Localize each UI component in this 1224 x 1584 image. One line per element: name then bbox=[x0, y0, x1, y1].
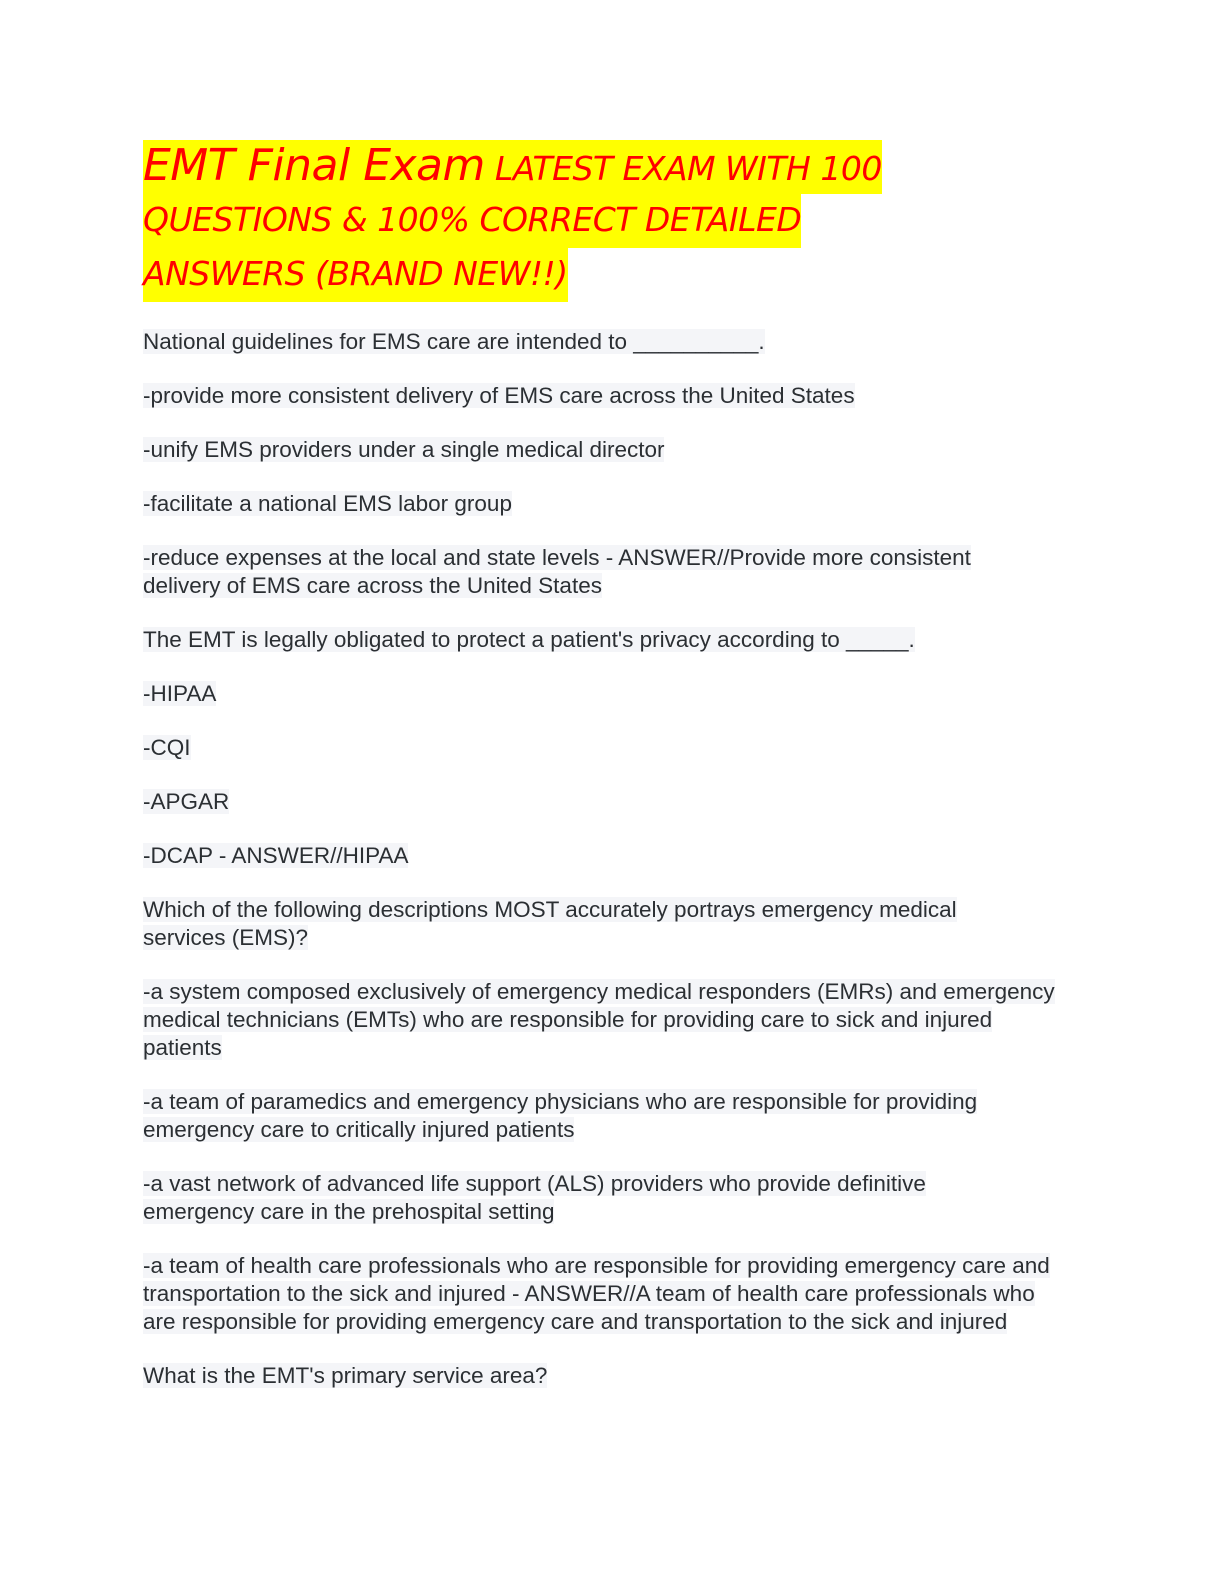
option: -facilitate a national EMS labor group bbox=[143, 491, 512, 516]
title-line-1 bbox=[143, 140, 882, 194]
option: -unify EMS providers under a single medical director bbox=[143, 437, 665, 462]
question-4: What is the EMT's primary service area? bbox=[143, 1363, 548, 1388]
question-2: The EMT is legally obligated to protect a patient's privacy according to _____. bbox=[143, 627, 915, 652]
option-with-answer: -reduce expenses at the local and state levels - ANSWER//Provide more consistent delivery of EMS care across the United States bbox=[143, 545, 971, 598]
document-title bbox=[143, 140, 943, 302]
title-line-1-rest: LATEST EXAM WITH 100 bbox=[484, 149, 882, 188]
option: -CQI bbox=[143, 735, 191, 760]
title-exam-name: EMT Final Exam bbox=[143, 140, 485, 191]
title-line-3: ANSWERS (BRAND NEW!!) bbox=[143, 248, 568, 302]
question-3: Which of the following descriptions MOST accurately portrays emergency medical services (EMS)? bbox=[143, 897, 957, 950]
title-line-2: QUESTIONS & 100% CORRECT DETAILED bbox=[143, 194, 801, 248]
option: -HIPAA bbox=[143, 681, 217, 706]
option: -APGAR bbox=[143, 789, 230, 814]
option: -provide more consistent delivery of EMS care across the United States bbox=[143, 383, 855, 408]
option-with-answer: -a team of health care professionals who are responsible for providing emergency care and transportation to the sick and injured - ANSWER//A team of health care professionals who are responsible for providing emergency care and transportation to the sick and injured bbox=[143, 1253, 1050, 1334]
document-body bbox=[143, 328, 1073, 1416]
question-1: National guidelines for EMS care are intended to __________. bbox=[143, 329, 765, 354]
option: -a team of paramedics and emergency physicians who are responsible for providing emergency care to critically injured patients bbox=[143, 1089, 978, 1142]
option: -a vast network of advanced life support (ALS) providers who provide definitive emergency care in the prehospital setting bbox=[143, 1171, 926, 1224]
option-with-answer: -DCAP - ANSWER//HIPAA bbox=[143, 843, 409, 868]
option: -a system composed exclusively of emergency medical responders (EMRs) and emergency medical technicians (EMTs) who are responsible for providing care to sick and injured patients bbox=[143, 979, 1055, 1060]
